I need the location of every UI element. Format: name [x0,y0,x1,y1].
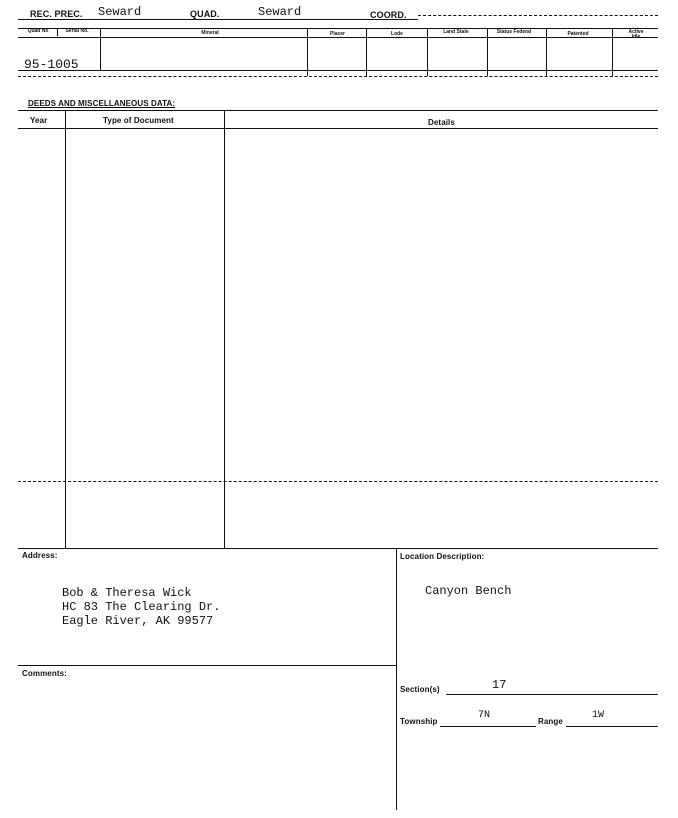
hdr-div-8 [612,28,613,76]
range-value: 1W [592,710,605,721]
col-land-state: Land State [443,29,469,35]
rec-prec-label: REC. PREC. [30,9,83,19]
range-label: Range [538,717,563,726]
deeds-div-year [65,110,66,548]
hdr-div-6 [487,28,488,76]
location-description-value: Canyon Bench [425,584,512,598]
rec-prec-value: Seward [98,5,142,19]
deeds-dashed-rule [18,481,658,482]
col-placer: Placer [329,31,345,37]
col-active-idle: Active Idle [628,29,644,40]
hdr-div-1 [57,28,58,36]
col-lode: Lode [391,31,403,37]
deeds-section-title: DEEDS AND MISCELLANEOUS DATA: [28,99,176,108]
quad-value: Seward [258,5,302,19]
township-value: 7N [478,710,491,721]
hdr-div-4 [366,28,367,76]
col-details: Details [428,118,455,127]
col-patented: Patented [567,31,589,37]
header-bottom-dashed [18,76,658,77]
address-line-2: HC 83 The Clearing Dr. [62,600,221,614]
section-line [446,694,658,695]
location-description-label: Location Description: [400,552,485,561]
comments-top-rule [18,665,396,666]
comments-label: Comments: [22,669,67,678]
address-line-1: Bob & Theresa Wick [62,586,192,600]
quad-serial-value: 95-1005 [24,57,79,72]
deeds-bottom-rule [18,548,658,549]
address-label: Address: [22,551,58,560]
deeds-header-rule [18,128,658,129]
value-row-rule [18,70,658,71]
range-line [566,726,658,727]
section-label: Section(s) [400,685,440,694]
col-serial-no: Serial No. [65,28,89,34]
hdr-div-2 [100,28,101,70]
township-line [440,726,536,727]
header-top-dashed-rule [418,15,658,16]
header-top-rule [18,19,418,20]
address-location-divider [396,548,397,810]
col-type-of-document: Type of Document [103,116,174,125]
township-label: Township [400,717,438,726]
col-status-federal: Status Federal [496,29,532,35]
deeds-top-rule [18,110,658,111]
hdr-div-5 [427,28,428,76]
address-line-3: Eagle River, AK 99577 [62,614,214,628]
hdr-div-3 [307,28,308,76]
col-year: Year [30,116,48,125]
col-mineral: Mineral [201,30,219,36]
deeds-div-type [224,110,225,548]
header-row3-rule [18,37,658,38]
hdr-div-7 [546,28,547,76]
header-row2-rule [18,28,658,29]
coord-label: COORD. [370,10,407,20]
col-quad-no: Quad No [27,28,49,34]
quad-label: QUAD. [190,9,220,19]
section-value: 17 [492,678,507,692]
